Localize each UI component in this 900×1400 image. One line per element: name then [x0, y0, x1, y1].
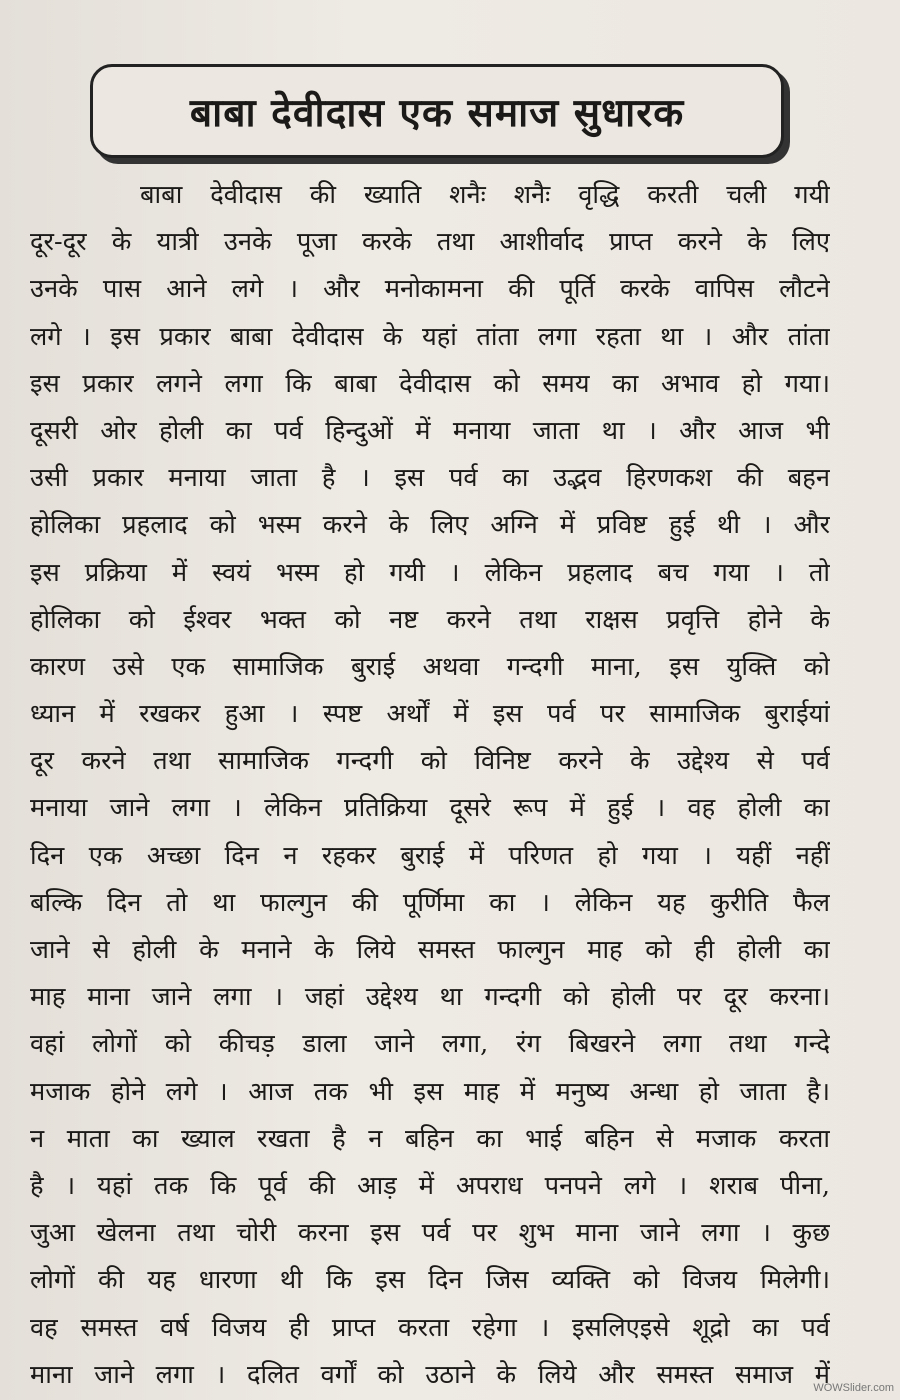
text-line: लोगों की यह धारणा थी कि इस दिन जिस व्यक्ति को विजय मिलेगी। [30, 1265, 830, 1296]
text-line: मजाक होने लगे । आज तक भी इस माह में मनुष्य अन्धा हो जाता है। [30, 1076, 830, 1107]
text-line: वहां लोगों को कीचड़ डाला जाने लगा, रंग बिखरने लगा तथा गन्दे [30, 1029, 830, 1060]
text-line: उनके पास आने लगे । और मनोकामना की पूर्ति करके वापिस लौटने [30, 274, 830, 305]
text-line: जाने से होली के मनाने के लिये समस्त फाल्गुन माह को ही होली का [30, 935, 830, 965]
text-line: इस प्रक्रिया में स्वयं भस्म हो गयी । लेकिन प्रहलाद बच गया । तो [30, 557, 830, 588]
text-line: लगे । इस प्रकार बाबा देवीदास के यहां तांता लगा रहता था । और तांता [30, 321, 830, 352]
text-line: न माता का ख्याल रखता है न बहिन का भाई बहिन से मजाक करता [30, 1123, 830, 1154]
body-text [30, 172, 830, 1399]
text-line: इस प्रकार लगने लगा कि बाबा देवीदास को समय का अभाव हो गया। [30, 368, 830, 399]
text-line: माना जाने लगा । दलित वर्गों को उठाने के लिये और समस्त समाज में [30, 1359, 830, 1390]
text-line: उसी प्रकार मनाया जाता है । इस पर्व का उद्भव हिरणकश की बहन [30, 463, 830, 494]
text-line: जुआ खेलना तथा चोरी करना इस पर्व पर शुभ माना जाने लगा । कुछ [30, 1218, 830, 1249]
text-line: कारण उसे एक सामाजिक बुराई अथवा गन्दगी माना, इस युक्ति को [30, 651, 830, 682]
text-line: मनाया जाने लगा । लेकिन प्रतिक्रिया दूसरे रूप में हुई । वह होली का [30, 793, 830, 824]
text-line: बाबा देवीदास की ख्याति शनैः शनैः वृद्धि करती चली गयी [140, 180, 830, 210]
text-line: होलिका को ईश्वर भक्त को नष्ट करने तथा राक्षस प्रवृत्ति होने के [30, 604, 830, 635]
watermark: WOWSlider.com [813, 1382, 894, 1394]
text-line: माह माना जाने लगा । जहां उद्देश्य था गन्दगी को होली पर दूर करना। [30, 982, 830, 1013]
text-line: दूर करने तथा सामाजिक गन्दगी को विनिष्ट करने के उद्देश्य से पर्व [30, 746, 830, 777]
text-line: वह समस्त वर्ष विजय ही प्राप्त करता रहेगा । इसलिएइसे शूद्रो का पर्व [30, 1312, 830, 1343]
text-line: ध्यान में रखकर हुआ । स्पष्ट अर्थों में इस पर्व पर सामाजिक बुराईयां [30, 699, 830, 730]
text-line: बल्कि दिन तो था फाल्गुन की पूर्णिमा का । लेकिन यह कुरीति फैल [30, 887, 830, 918]
text-line: होलिका प्रहलाद को भस्म करने के लिए अग्नि में प्रविष्ट हुई थी । और [30, 510, 830, 541]
text-line: दूर-दूर के यात्री उनके पूजा करके तथा आशीर्वाद प्राप्त करने के लिए [30, 227, 830, 258]
text-line: दिन एक अच्छा दिन न रहकर बुराई में परिणत हो गया । यहीं नहीं [30, 840, 830, 871]
text-line: है । यहां तक कि पूर्व की आड़ में अपराध पनपने लगे । शराब पीना, [30, 1170, 830, 1201]
title-box [90, 64, 784, 158]
page-title: बाबा देवीदास एक समाज सुधारक [189, 89, 685, 136]
text-line: दूसरी ओर होली का पर्व हिन्दुओं में मनाया जाता था । और आज भी [30, 415, 830, 446]
